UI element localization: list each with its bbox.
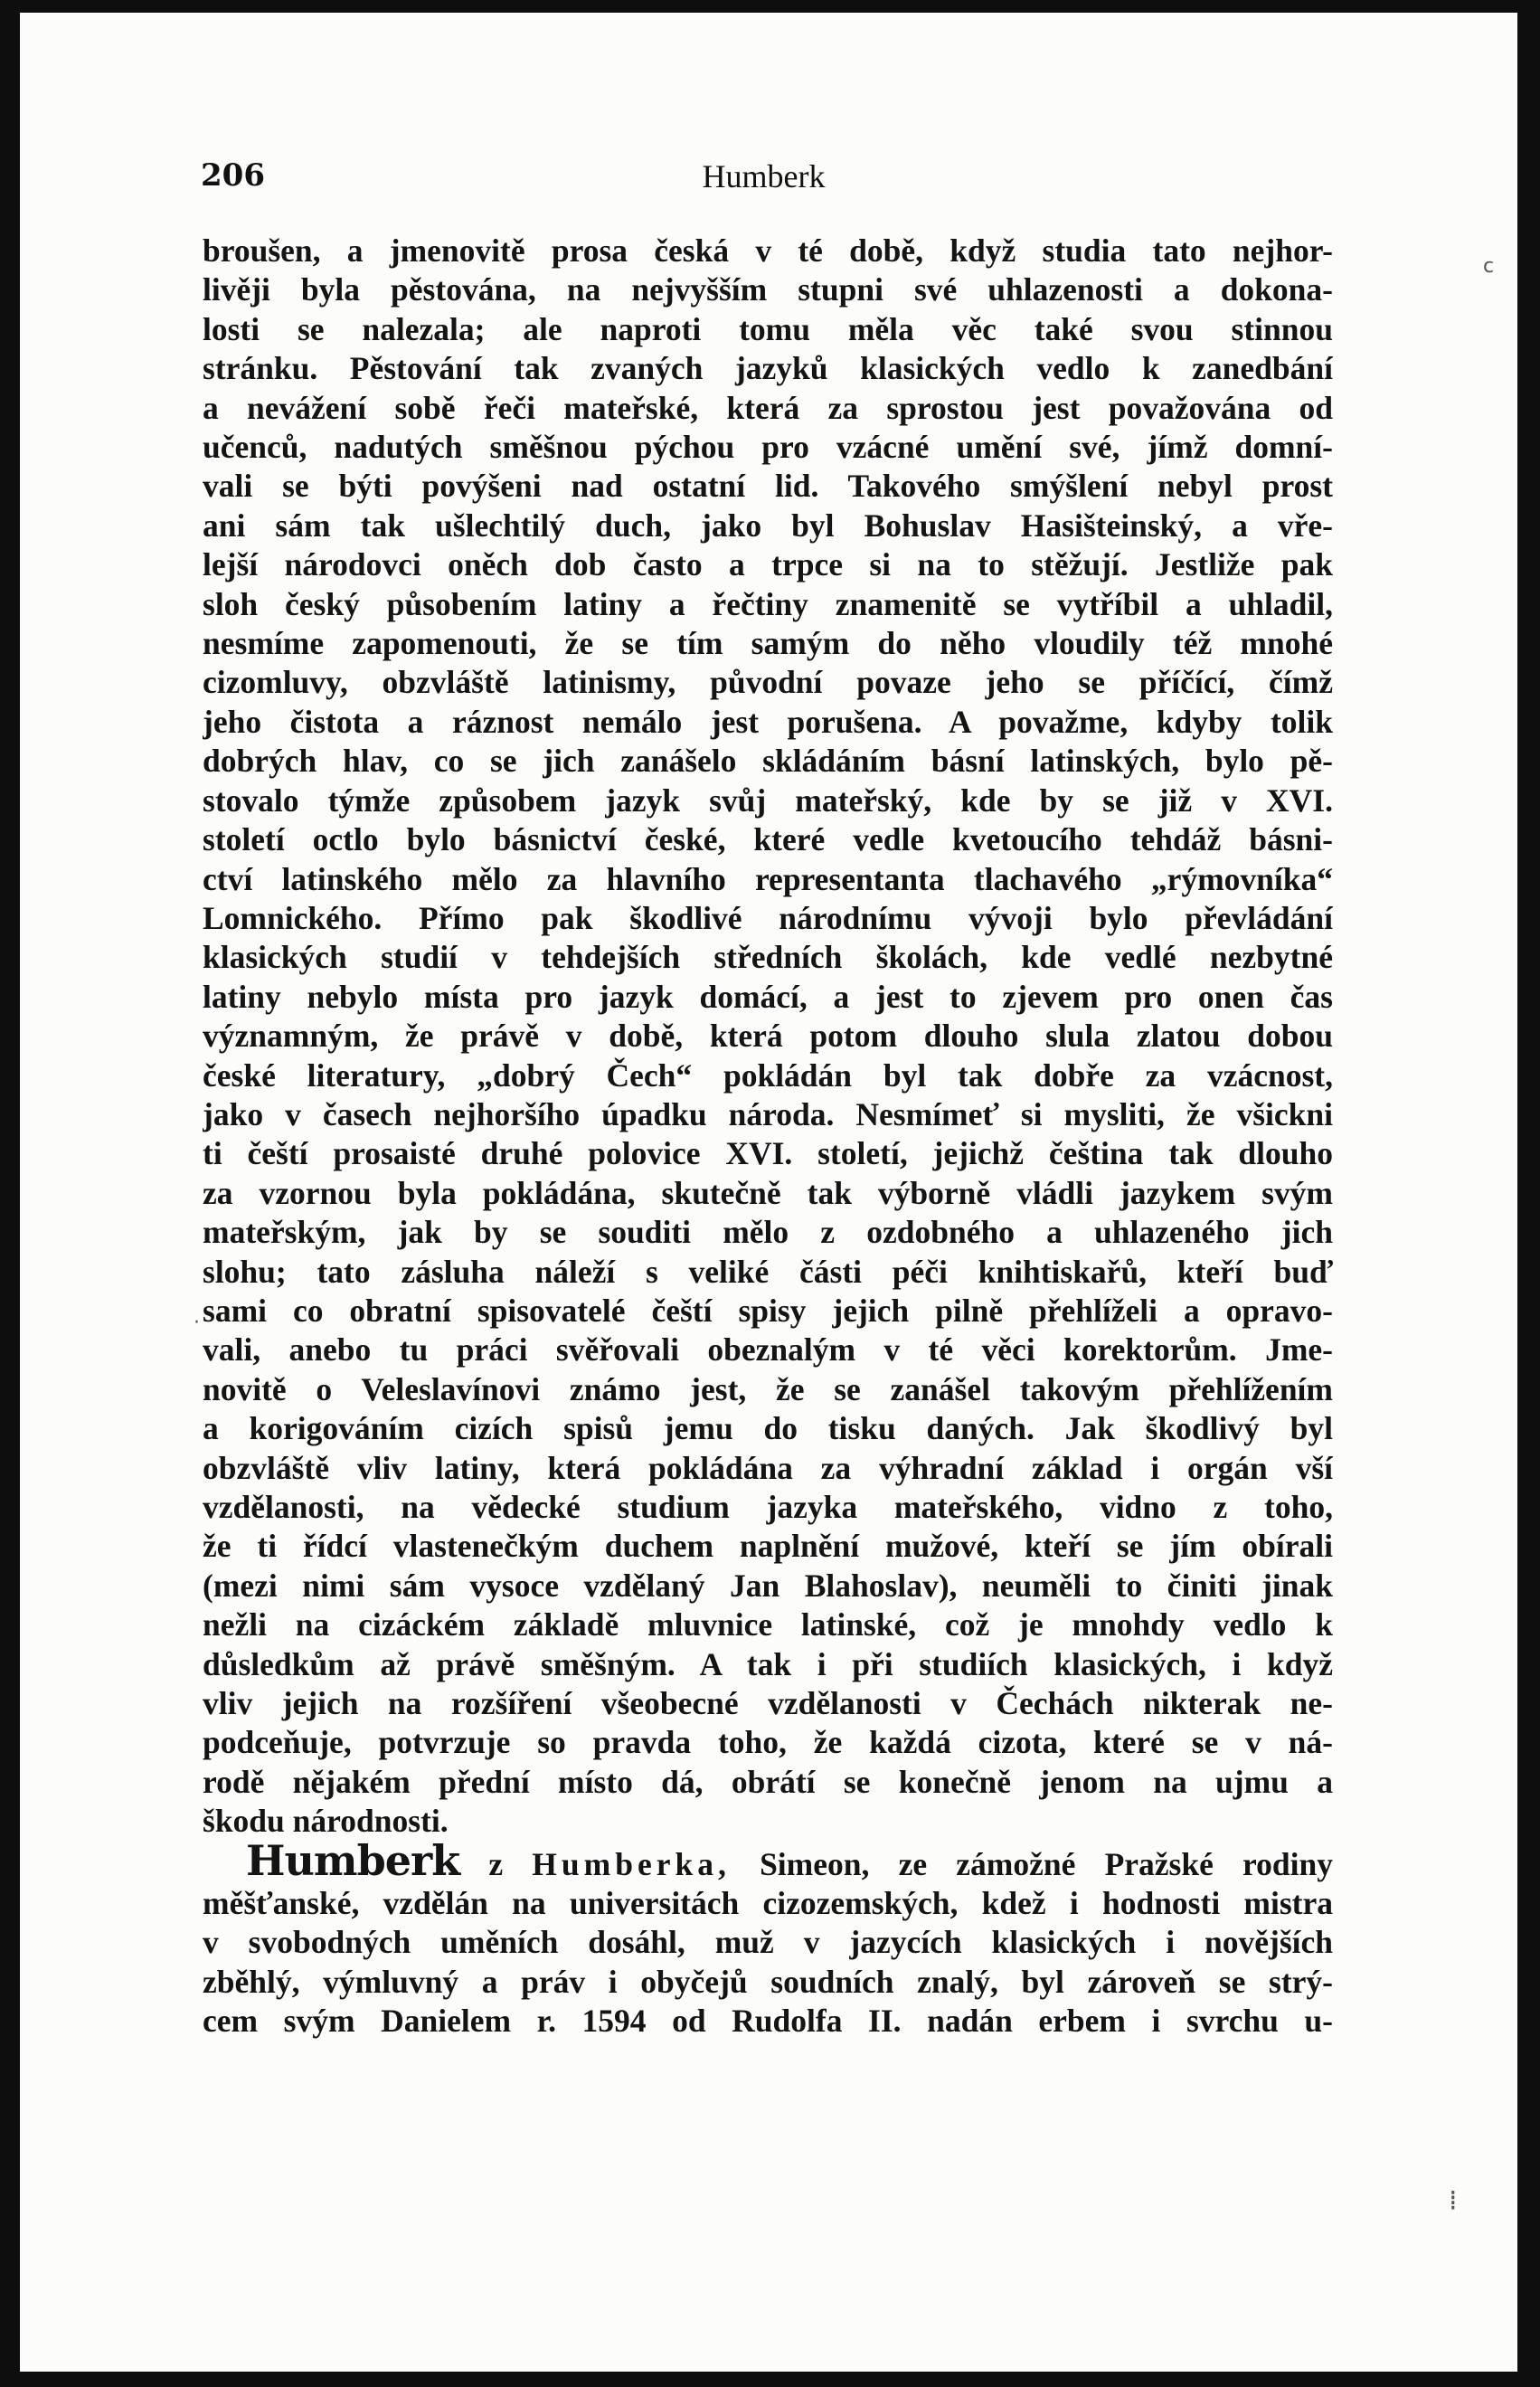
- text-line: nežli na cizáckém základě mluvnice latinské, což je mnohdy vedlo k: [203, 1606, 1333, 1643]
- margin-speck: ⁞: [1449, 2185, 1458, 2217]
- text-line: jeho čistota a ráznost nemálo jest porušena. A považme, kdyby tolik: [203, 703, 1333, 740]
- text-line: za vzornou byla pokládána, skutečně tak výborně vládli jazykem svým: [203, 1174, 1333, 1211]
- text-line: sloh český působením latiny a řečtiny znamenitě se vytříbil a uhladil,: [203, 585, 1333, 622]
- text-line: zběhlý, výmluvný a práv i obyčejů soudních znalý, byl zároveň se strý-: [203, 1963, 1333, 2000]
- text-line: a nevážení sobě řeči mateřské, která za sprostou jest považována od: [203, 389, 1333, 426]
- text-line: broušen, a jmenovitě prosa česká v té době, když studia tato nejhor-: [203, 232, 1333, 269]
- margin-speck: c: [1483, 255, 1495, 278]
- entry-first-line-rest: Simeon, ze zámožné Pražské rodiny: [760, 1845, 1333, 1882]
- text-line: mateřským, jak by se souditi mělo z ozdobného a uhlazeného jich: [203, 1214, 1333, 1251]
- text-line: české literatury, „dobrý Čech“ pokládán byl tak dobře za vzácnost,: [203, 1056, 1333, 1094]
- page-number: 206: [201, 157, 265, 194]
- text-line: Lomnického. Přímo pak škodlivé národnímu vývoji bylo převládání: [203, 899, 1333, 936]
- text-line: slohu; tato zásluha náleží s veliké části péči knihtiskařů, kteří buď: [203, 1253, 1333, 1290]
- text-line: učenců, nadutých směšnou pýchou pro vzácné umění své, jímž domní-: [203, 429, 1333, 466]
- text-line: stovalo týmže způsobem jazyk svůj mateřský, kde by se již v XVI.: [203, 781, 1333, 819]
- entry-connector: z: [488, 1845, 504, 1882]
- text-line: cizomluvy, obzvláště latinismy, původní povaze jeho se příčící, čímž: [203, 664, 1333, 701]
- text-line: důsledkům až právě směšným. A tak i při studiích klasických, i když: [203, 1645, 1333, 1682]
- text-line: sami co obratní spisovatelé čeští spisy jejich pilně přehlíželi a opravo-: [203, 1292, 1333, 1329]
- text-line: klasických studií v tehdejších středních školách, kde vedlé nezbytné: [203, 939, 1333, 976]
- text-line: rodě nějakém přední místo dá, obrátí se konečně jenom na ujmu a: [203, 1763, 1333, 1800]
- text-line: stránku. Pěstování tak zvaných jazyků klasických vedlo k zanedbání: [203, 350, 1333, 387]
- text-line: škodu národnosti.: [203, 1803, 449, 1840]
- text-line: cem svým Danielem r. 1594 od Rudolfa II. nadán erbem i svrchu u-: [203, 2003, 1333, 2040]
- text-line: vliv jejich na rozšíření všeobecné vzdělanosti v Čechách nikterak ne-: [203, 1685, 1333, 1722]
- text-line: lejší národovci oněch dob často a trpce si na to stěžují. Jestliže pak: [203, 546, 1333, 583]
- dictionary-entry: [203, 1842, 1333, 2041]
- text-line: novitě o Veleslavínovi známo jest, že se zanášel takovým přehlížením: [203, 1370, 1333, 1407]
- entry-lines: [203, 1884, 1333, 2041]
- text-line: nesmíme zapomenouti, že se tím samým do něho vloudily též mnohé: [203, 625, 1333, 662]
- text-line: jako v časech nejhoršího úpadku národa. Nesmímeť si mysliti, že všickni: [203, 1095, 1333, 1132]
- text-line: a korigováním cizích spisů jemu do tisku daných. Jak škodlivý byl: [203, 1410, 1333, 1447]
- text-line: podceňuje, potvrzuje so pravda toho, že každá cizota, které se v ná-: [203, 1724, 1333, 1761]
- text-line: latiny nebylo místa pro jazyk domácí, a jest to zjevem pro onen čas: [203, 978, 1333, 1015]
- entry-spaced-name: Humberka,: [532, 1845, 731, 1882]
- running-head: [201, 157, 1327, 212]
- text-line: v svobodných uměních dosáhl, muž v jazycích klasických i novějších: [203, 1924, 1333, 1961]
- body-text: [203, 232, 1333, 2041]
- margin-speck: ·: [194, 1312, 200, 1334]
- text-line: ti čeští prosaisté druhé polovice XVI. století, jejichž čeština tak dlouho: [203, 1135, 1333, 1172]
- entry-first-line: [203, 1842, 1333, 1884]
- text-line: ctví latinského mělo za hlavního representanta tlachavého „rýmovníka“: [203, 860, 1333, 897]
- text-line: obzvláště vliv latiny, která pokládána za výhradní základ i orgán vší: [203, 1449, 1333, 1486]
- text-line: ani sám tak ušlechtilý duch, jako byl Bohuslav Hasišteinský, a vře-: [203, 507, 1333, 544]
- text-line: livěji byla pěstována, na nejvyšším stupni své uhlazenosti a dokona-: [203, 271, 1333, 308]
- paragraph: [203, 232, 1333, 1842]
- text-line: losti se nalezala; ale naproti tomu měla věc také svou stinnou: [203, 310, 1333, 347]
- text-line: vzdělanosti, na vědecké studium jazyka mateřského, vidno z toho,: [203, 1489, 1333, 1525]
- running-title: Humberk: [702, 158, 826, 194]
- text-line: dobrých hlav, co se jich zanášelo skládáním básní latinských, bylo pě-: [203, 743, 1333, 780]
- text-line: měšťanské, vzdělán na universitách cizozemských, kdež i hodnosti mistra: [203, 1885, 1333, 1922]
- text-line: vali se býti povýšeni nad ostatní lid. Takového smýšlení nebyl prost: [203, 468, 1333, 505]
- text-line: století octlo bylo básnictví české, které vedle kvetoucího tehdáž básni-: [203, 821, 1333, 858]
- text-line: že ti řídcí vlastenečkým duchem naplnění mužové, kteří se jím obírali: [203, 1528, 1333, 1565]
- entry-headword: Humberk: [246, 1841, 460, 1885]
- text-line: (mezi nimi sám vysoce vzdělaný Jan Blahoslav), neuměli to činiti jinak: [203, 1567, 1333, 1604]
- text-line: významným, že právě v době, která potom dlouho slula zlatou dobou: [203, 1018, 1333, 1055]
- text-line: vali, anebo tu práci svěřovali obeznalým v té věci korektorům. Jme-: [203, 1331, 1333, 1369]
